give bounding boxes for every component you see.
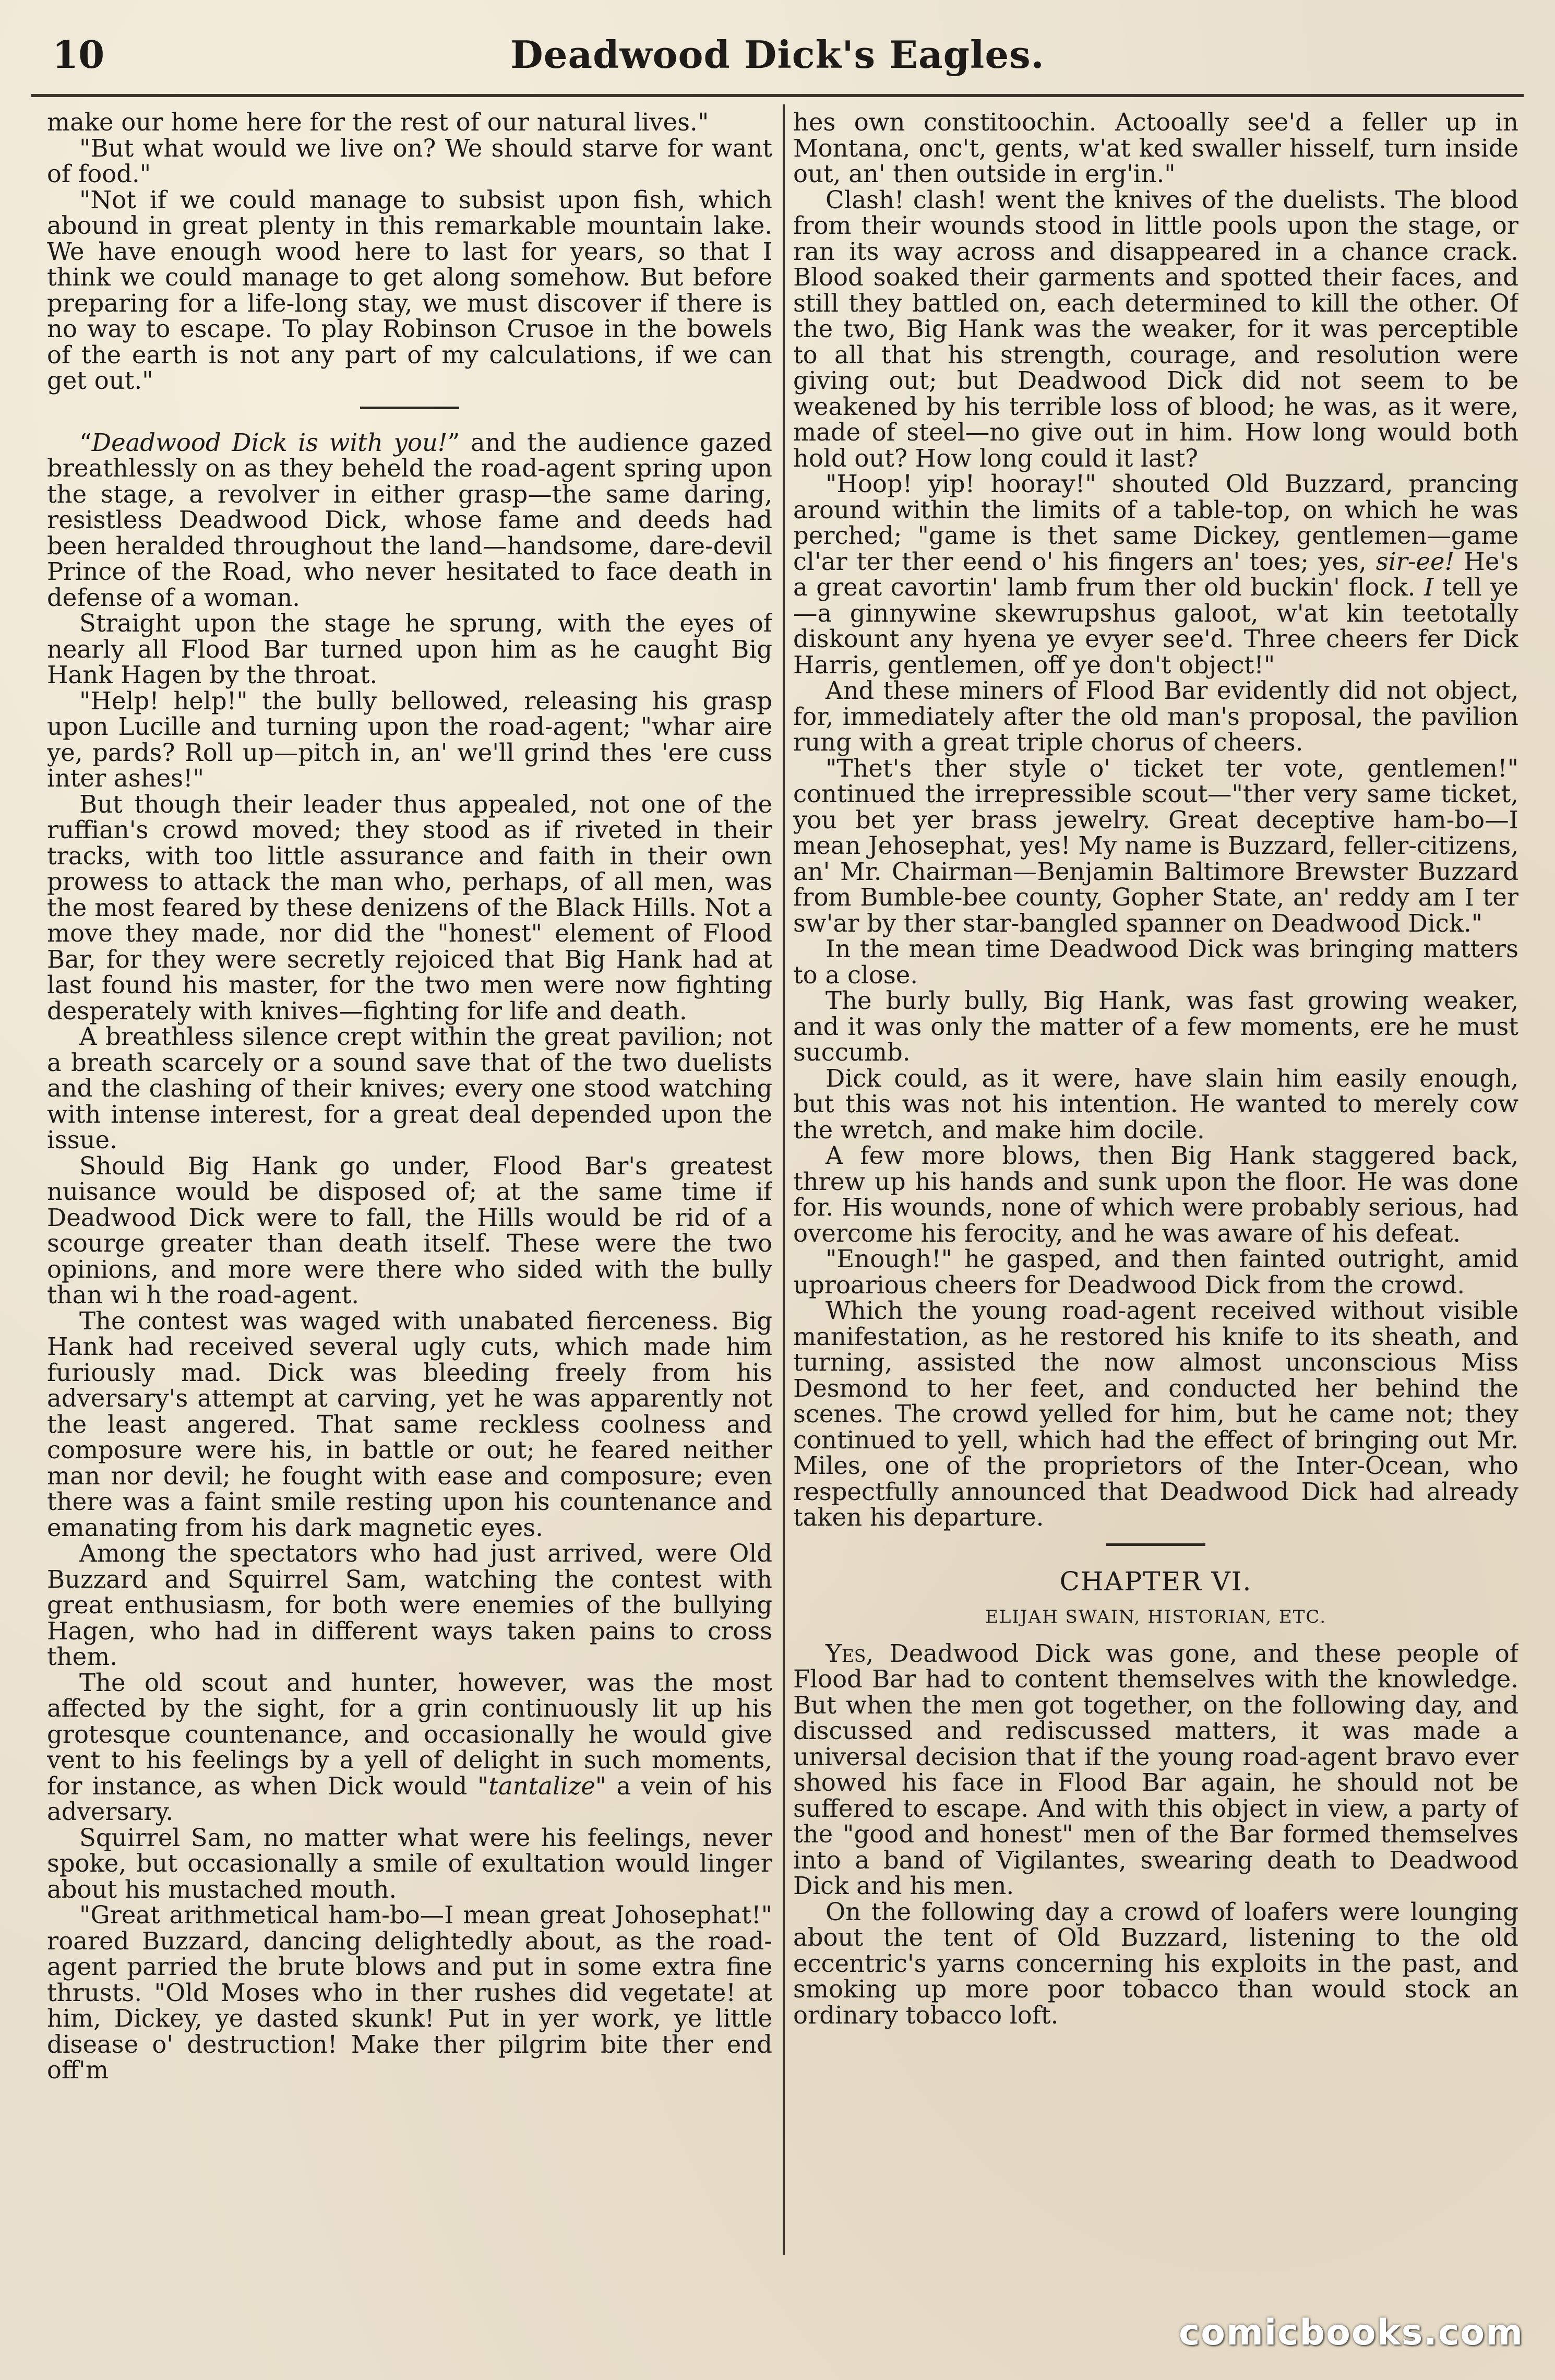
watermark: comicbooks.com (1178, 2312, 1524, 2353)
paragraph-text: " a vein of his adversary. (47, 1771, 772, 1826)
italic-text: Deadwood Dick is with you! (91, 428, 448, 457)
paragraph: “Deadwood Dick is with you!” and the audience gazed breathlessly on as they beheld the road-agent spring upon the stage, a revolver in either grasp—the same daring, resistless Deadwood Dick, whose fame and deeds had been heralded throughout the land—handsome, dare-devil Prince of the Road, who never hesitated to face death in defense of a woman. (47, 428, 772, 612)
paragraph: "Not if we could manage to subsist upon fish, which abound in great plenty in this remarkable mountain lake. We have enough wood here to last for years, so that I think we could manage to get along somehow. But before preparing for a life-long stay, we must discover if there is no way to escape. To play Robinson Crusoe in the bowels of the earth is not any part of my calculations, if we can get out." (47, 185, 772, 395)
paragraph: In the mean time Deadwood Dick was bringing matters to a close. (793, 935, 1518, 989)
paragraph: Clash! clash! went the knives of the duelists. The blood from their wounds stood in little pools upon the stage, or ran its way across and disappeared in a chance crack. Blood soaked their garments and spotted their faces, and still they battled on, each determined to kill the other. Of the two, Big Hank was the weaker, for it was perceptible to all that his strength, courage, and resolution were giving out; but Deadwood Dick did not seem to be weakened by his terrible loss of blood; he was, as it were, made of steel—no give out in him. How long would both hold out? How long could it last? (793, 185, 1518, 472)
paragraph (47, 1670, 772, 1825)
right-column (793, 110, 1518, 2255)
paragraph: A few more blows, then Big Hank staggered back, threw up his hands and sunk upon the floor. He was done for. His wounds, none of which were probably serious, had overcome his ferocity, and he was aware of his defeat. (793, 1141, 1518, 1247)
paragraph-text: and the audience gazed breathlessly on as they beheld the road-agent spring upon the stage, a revolver in either grasp—the same daring, resistless Deadwood Dick, whose fame and deeds had been heralded throughout the land—handsome, dare-devil Prince of the Road, who never hesitated to face death in defense of a woman. (47, 428, 772, 612)
paragraph: On the following day a crowd of loafers were lounging about the tent of Old Buzzard, listening to the old eccentric's yarns concerning his exploits in the past, and smoking up more poor tobacco than would stock an ordinary tobacco loft. (793, 1897, 1518, 2029)
paragraph: The contest was waged with unabated fierceness. Big Hank had received several ugly cuts, which made him furiously mad. Dick was bleeding freely from his adversary's attempt at carving, yet he was apparently not the least angered. That same reckless coolness and composure were his, in battle or out; he feared neither man nor devil; he fought with ease and composure; even there was a faint smile resting upon his countenance and emanating from his dark magnetic eyes. (47, 1306, 772, 1542)
paragraph: "Enough!" he gasped, and then fainted outright, amid uproarious cheers for Deadwood Dick from the crowd. (793, 1245, 1518, 1299)
italic-text: sir-ee! (1375, 547, 1455, 576)
header-rule (31, 94, 1524, 97)
paragraph (793, 1641, 1518, 1899)
paragraph: "Help! help!" the bully bellowed, releasing his grasp upon Lucille and turning upon the road-agent; "whar aire ye, pards? Roll up—pitch in, an' we'll grind thes 'ere cuss inter ashes!" (47, 686, 772, 792)
paragraph: "But what would we live on? We should starve for want of food." (47, 134, 772, 188)
paragraph: Squirrel Sam, no matter what were his feelings, never spoke, but occasionally a smile of exultation would linger about his mustached mouth. (47, 1823, 772, 1903)
paragraph: But though their leader thus appealed, not one of the ruffian's crowd moved; they stood as if riveted in their tracks, with too little assurance and faith in their own prowess to attack the man who, perhaps, of all men, was the most feared by these denizens of the Black Hills. Not a move they made, nor did the "honest" element of Flood Bar, for they were secretly rejoiced that Big Hank had at last found his master, for the two men were now fighting desperately with knives—fighting for life and death. (47, 790, 772, 1025)
paragraph-text: tell ye—a ginnywine skewrupshus galoot, w'at kin teetotally diskount any hyena ye evyer see'd. Three cheers fer Dick Harris, gentlemen, off ye don't object!" (793, 573, 1518, 679)
chapter-heading: CHAPTER VI. (1059, 1566, 1252, 1597)
paragraph-text: He's a great cavortin' lamb frum ther old buckin' flock. (793, 547, 1518, 601)
italic-text: I (1424, 573, 1434, 601)
paragraph: The burly bully, Big Hank, was fast growing weaker, and it was only the matter of a few moments, ere he must succumb. (793, 986, 1518, 1066)
left-column (47, 110, 772, 2255)
paragraph-text: The old scout and hunter, however, was the most affected by the sight, for a grin continuously lit up his grotesque countenance, and occasionally he would give vent to his feelings by a yell of delight in such moments, for instance, as when Dick would " (47, 1668, 772, 1800)
drop-word: Yes, (826, 1639, 874, 1668)
running-head (52, 21, 1503, 89)
paragraph: Should Big Hank go under, Flood Bar's greatest nuisance would be disposed of; at the same time if Deadwood Dick were to fall, the Hills would be rid of a scourge greater than death itself. These were the two opinions, and more were there who sided with the bully than wi h the road-agent. (47, 1151, 772, 1309)
page-title: Deadwood Dick's Eagles. (510, 32, 1045, 77)
italic-text: tantalize (488, 1771, 595, 1800)
paragraph-text: "Hoop! yip! hooray!" shouted Old Buzzard, prancing around within the limits of a table-top, on which he was perched; "game is thet same Dickey, gentlemen—game cl'ar ter ther eend o' his fingers an' toes; yes, (793, 470, 1518, 576)
paragraph: A breathless silence crept within the great pavilion; not a breath scarcely or a sound save that of the two duelists and the clashing of their knives; every one stood watching with intense interest, for a great deal depended upon the issue. (47, 1022, 772, 1154)
paragraph: Dick could, as it were, have slain him easily enough, but this was not his intention. He wanted to merely cow the wretch, and make him docile. (793, 1064, 1518, 1144)
paragraph: And these miners of Flood Bar evidently did not object, for, immediately after the old man's proposal, the pavilion rung with a great triple chorus of cheers. (793, 676, 1518, 756)
paragraph: Which the young road-agent received without visible manifestation, as he restored his knife to its sheath, and turning, assisted the now almost unconscious Miss Desmond to her feet, and conducted her behind the scenes. The crowd yelled for him, but he came not; they continued to yell, which had the effect of bringing out Mr. Miles, one of the proprietors of the Inter-Ocean, who respectfully announced that Deadwood Dick had already taken his departure. (793, 1296, 1518, 1531)
paragraph: Straight upon the stage he sprung, with the eyes of nearly all Flood Bar turned upon him as he caught Big Hank Hagen by the throat. (47, 609, 772, 689)
section-divider (1106, 1543, 1205, 1546)
column-divider (783, 104, 785, 2255)
chapter-subtitle: ELIJAH SWAIN, HISTORIAN, ETC. (985, 1606, 1326, 1627)
paragraph: Among the spectators who had just arrived, were Old Buzzard and Squirrel Sam, watching the contest with great enthusiasm, for both were enemies of the bullying Hagen, who had in different ways taken pains to cross them. (47, 1539, 772, 1671)
paragraph: hes own constitoochin. Actooally see'd a feller up in Montana, onc't, gents, w'at ked swaller hisself, turn inside out, an' then outside in erg'in." (793, 110, 1518, 188)
section-divider (360, 407, 459, 409)
paragraph (793, 471, 1518, 678)
paragraph: "Great arithmetical ham-bo—I mean great Johosephat!" roared Buzzard, dancing delightedly about, as the road-agent parried the brute blows and put in some extra fine thrusts. "Old Moses who in ther rushes did vegetate! at him, Dickey, ye dasted skunk! Put in yer work, ye little disease o' destruction! Make ther pilgrim bite ther end off'm (47, 1901, 772, 2084)
paragraph: "Thet's ther style o' ticket ter vote, gentlemen!" continued the irrepressible scout—"ther very same ticket, you bet yer brass jewelry. Great deceptive ham-bo—I mean Jehosephat, yes! My name is Buzzard, feller-citizens, an' Mr. Chairman—Benjamin Baltimore Brewster Buzzard from Bumble-bee county, Gopher State, an' reddy am I ter sw'ar by ther star-bangled spanner on Deadwood Dick." (793, 754, 1518, 937)
paragraph: make our home here for the rest of our natural lives." (47, 110, 709, 136)
page-number: 10 (52, 32, 105, 77)
paragraph-text: Deadwood Dick was gone, and these people of Flood Bar had to content themselves with the knowledge. But when the men got together, on the following day, and discussed and rediscussed matters, it was made a universal decision that if the young road-agent bravo ever showed his face in Flood Bar again, he should not be suffered to escape. And with this object in view, a party of the "good and honest" men of the Bar formed themselves into a band of Vigilantes, swearing death to Deadwood Dick and his men. (793, 1639, 1518, 1900)
